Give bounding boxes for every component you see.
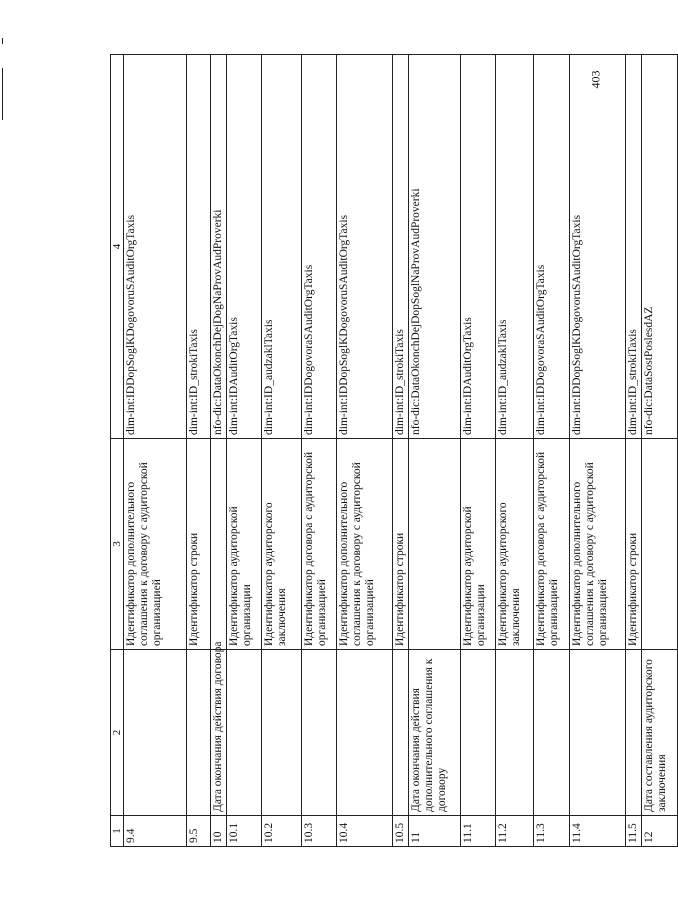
- row-number: 10.4: [337, 816, 393, 847]
- table-row: [227, 55, 262, 847]
- row-name: [124, 650, 187, 816]
- table-row: [124, 55, 187, 847]
- table-row: [187, 55, 211, 847]
- row-number: 10.5: [393, 816, 409, 847]
- row-name: Дата окончания действия договора: [211, 650, 227, 816]
- row-identifier: Идентификатор аудиторского заключения: [496, 439, 534, 650]
- table-row: [626, 55, 642, 847]
- table-row: [337, 55, 393, 847]
- row-number: 12: [642, 816, 678, 847]
- table-row: [642, 55, 678, 847]
- row-name: [187, 650, 211, 816]
- table-row: [461, 55, 496, 847]
- row-name: [570, 650, 626, 816]
- header-col-2: 2: [111, 650, 124, 816]
- row-number: 10.1: [227, 816, 262, 847]
- row-name: [534, 650, 570, 816]
- row-code: dim-int:ID_audzaklTaxis: [496, 55, 534, 439]
- row-identifier: Идентификатор аудиторской организации: [461, 439, 496, 650]
- header-col-4: 4: [111, 55, 124, 439]
- row-number: 11.2: [496, 816, 534, 847]
- row-identifier: Идентификатор строки: [626, 439, 642, 650]
- row-identifier: Идентификатор договора с аудиторской организацией: [534, 439, 570, 650]
- row-identifier: [211, 439, 227, 650]
- row-identifier: Идентификатор строки: [393, 439, 409, 650]
- row-identifier: Идентификатор дополнительного соглашения к договору с аудиторской организацией: [124, 439, 187, 650]
- data-table: [110, 54, 678, 847]
- row-code: dim-int:ID_strokiTaxis: [187, 55, 211, 439]
- row-name: [227, 650, 262, 816]
- table-row: [496, 55, 534, 847]
- row-code: dim-int:IDDopSoglKDogovoruSAuditOrgTaxis: [570, 55, 626, 439]
- row-name: [302, 650, 337, 816]
- row-code: dim-int:IDAuditOrgTaxis: [227, 55, 262, 439]
- row-name: [262, 650, 302, 816]
- header-col-3: 3: [111, 439, 124, 650]
- table-row: [302, 55, 337, 847]
- row-code: nfo-dic:DataOkonchDejDogNaProvAudProverki: [211, 55, 227, 439]
- row-number: 11.4: [570, 816, 626, 847]
- row-number: 10.3: [302, 816, 337, 847]
- table-row: [409, 55, 461, 847]
- table-row: [393, 55, 409, 847]
- row-identifier: Идентификатор дополнительного соглашения к договору с аудиторской организацией: [337, 439, 393, 650]
- row-number: 10: [211, 816, 227, 847]
- page-number-text: 403: [588, 70, 603, 88]
- margin-mark: [2, 68, 3, 120]
- row-code: dim-int:ID_audzaklTaxis: [262, 55, 302, 439]
- row-identifier: [409, 439, 461, 650]
- row-name: Дата окончания действия дополнительного соглашения к договору: [409, 650, 461, 816]
- row-identifier: [642, 439, 678, 650]
- row-number: 11.5: [626, 816, 642, 847]
- row-identifier: Идентификатор аудиторского заключения: [262, 439, 302, 650]
- row-name: [461, 650, 496, 816]
- row-number: 10.2: [262, 816, 302, 847]
- row-code: dim-int:ID_strokiTaxis: [393, 55, 409, 439]
- row-code: dim-int:IDAuditOrgTaxis: [461, 55, 496, 439]
- row-code: dim-int:ID_strokiTaxis: [626, 55, 642, 439]
- row-name: Дата составления аудиторского заключения: [642, 650, 678, 816]
- table-row: [570, 55, 626, 847]
- row-code: dim-int:IDDogovoraSAuditOrgTaxis: [534, 55, 570, 439]
- row-name: [337, 650, 393, 816]
- row-number: 11.1: [461, 816, 496, 847]
- row-name: [393, 650, 409, 816]
- row-name: [496, 650, 534, 816]
- row-code: dim-int:IDDopSoglKDogovoruSAuditOrgTaxis: [124, 55, 187, 439]
- row-identifier: Идентификатор аудиторской организации: [227, 439, 262, 650]
- row-number: 11: [409, 816, 461, 847]
- table-row: [534, 55, 570, 847]
- table-row: [262, 55, 302, 847]
- table-header-row: [111, 55, 124, 847]
- row-code: nfo-dic:DataSostPoslesdAZ: [642, 55, 678, 439]
- row-identifier: Идентификатор договора с аудиторской организацией: [302, 439, 337, 650]
- table-row: [211, 55, 227, 847]
- row-number: 11.3: [534, 816, 570, 847]
- row-number: 9.5: [187, 816, 211, 847]
- row-identifier: Идентификатор дополнительного соглашения к договору с аудиторской организацией: [570, 439, 626, 650]
- row-code: dim-int:IDDopSoglKDogovoruSAuditOrgTaxis: [337, 55, 393, 439]
- header-col-1: 1: [111, 816, 124, 847]
- row-identifier: Идентификатор строки: [187, 439, 211, 650]
- row-name: [626, 650, 642, 816]
- row-code: nfo-dic:DataOkonchDejDopSoglNaProvAudProverki: [409, 55, 461, 439]
- row-code: dim-int:IDDogovoraSAuditOrgTaxis: [302, 55, 337, 439]
- row-number: 9.4: [124, 816, 187, 847]
- margin-mark-top: [2, 38, 3, 44]
